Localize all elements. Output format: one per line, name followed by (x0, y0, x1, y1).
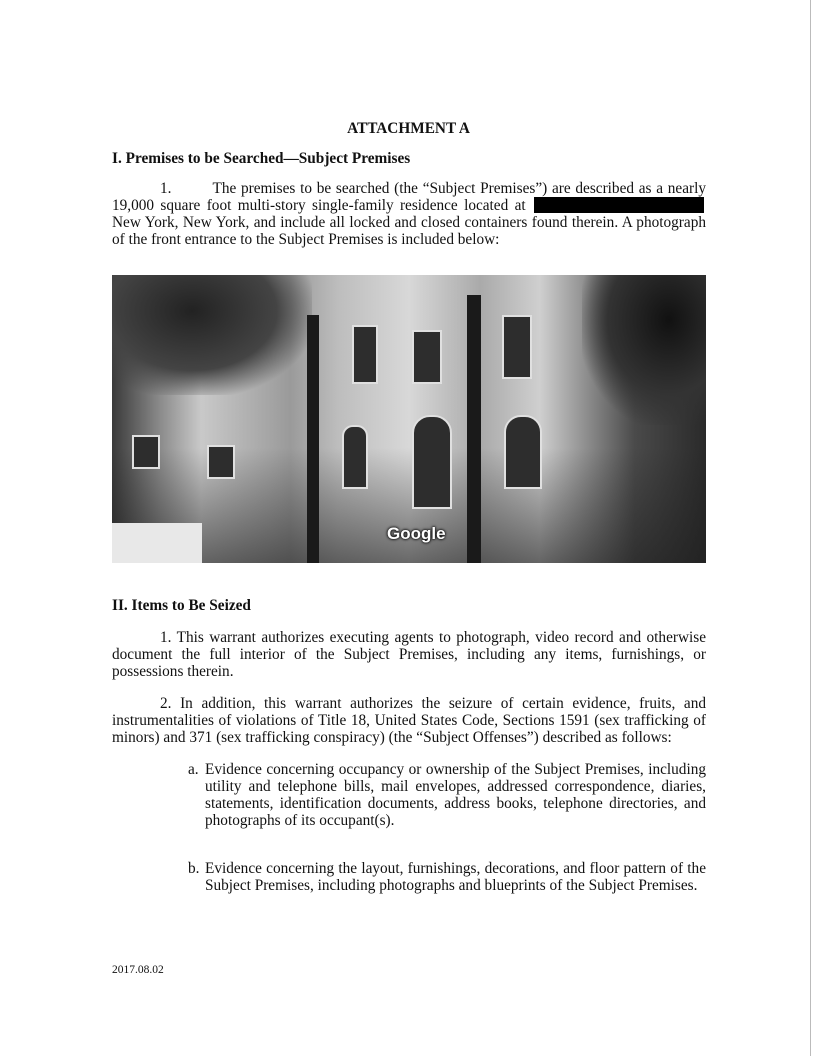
redaction-box (534, 197, 704, 213)
section-1-paragraph (112, 180, 706, 248)
section-2-paragraph-2: 2. In addition, this warrant authorizes the seizure of certain evidence, fruits, and instrumentalities of violations of Title 18, United States Code, Sections 1591 (sex trafficking of minors) and 371 (sex trafficking conspiracy) (the “Subject Offenses”) described as follows: (112, 695, 706, 746)
premises-photograph (112, 275, 706, 563)
paragraph-text-continued: New York, New York, and include all locked and closed containers found therein. A photograph of the front entrance to the Subject Premises is included below: (112, 214, 706, 248)
scan-edge-line (810, 0, 811, 1056)
google-watermark: Google (387, 524, 446, 543)
footer-date: 2017.08.02 (112, 964, 164, 976)
section-2-paragraph-1: 1. This warrant authorizes executing agents to photograph, video record and otherwise document the full interior of the Subject Premises, including any items, furnishings, or possessions therein. (112, 629, 706, 680)
list-item-a (188, 761, 706, 829)
document-title: ATTACHMENT A (347, 120, 470, 137)
list-item-text: Evidence concerning occupancy or ownership of the Subject Premises, including utility and telephone bills, mail envelopes, addressed correspondence, diaries, statements, identification documents, address books, telephone directories, and photographs of its occupant(s). (205, 761, 706, 829)
paragraph-number: 1. (160, 180, 172, 197)
section-2-heading: II. Items to Be Seized (112, 597, 251, 614)
paragraph-text: The premises to be searched (the “Subject Premises”) are described as a nearly 19,000 square foot multi-story single-family residence located at (112, 180, 706, 214)
list-item-label: b. (188, 860, 200, 877)
section-1-heading: I. Premises to be Searched—Subject Premises (112, 150, 411, 167)
list-item-label: a. (188, 761, 199, 778)
list-item-text: Evidence concerning the layout, furnishings, decorations, and floor pattern of the Subject Premises, including photographs and blueprints of the Subject Premises. (205, 860, 706, 894)
list-item-b (188, 860, 706, 894)
